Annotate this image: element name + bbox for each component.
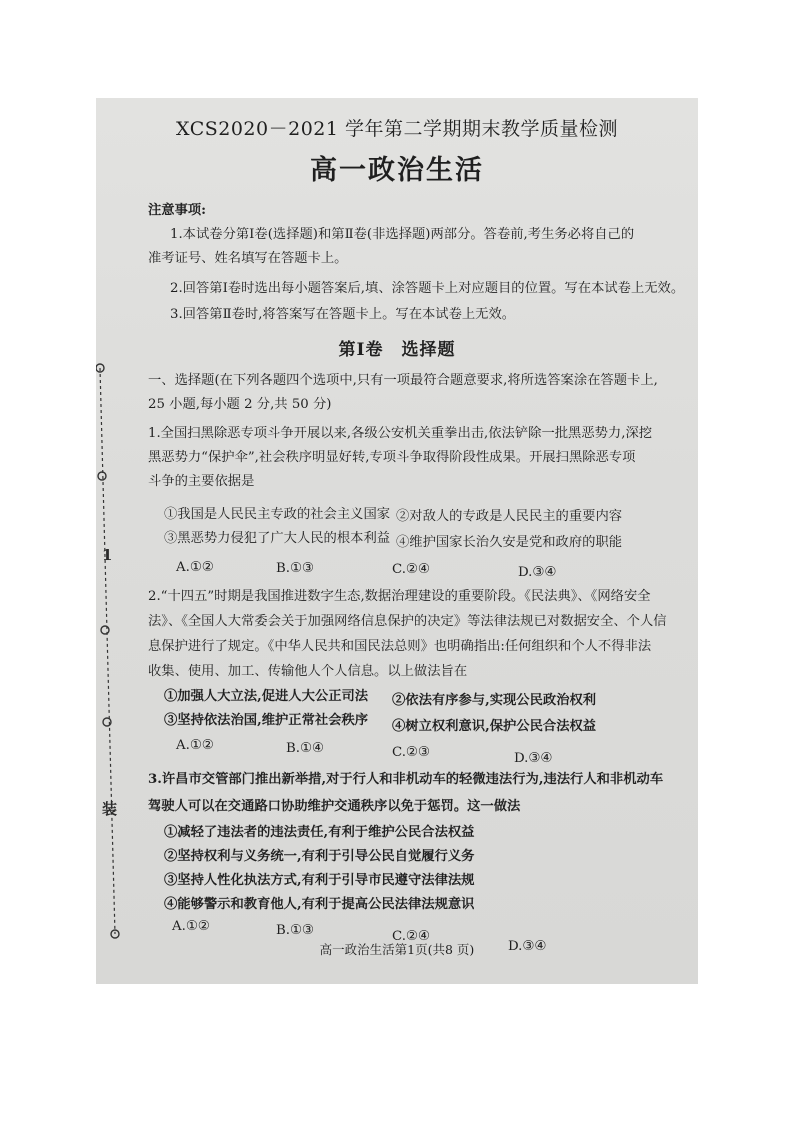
question-1-item: ②对敌人的专政是人民民主的重要内容 <box>396 509 623 524</box>
question-1-item: ④维护国家长治久安是党和政府的职能 <box>396 535 623 550</box>
question-3-item: ④能够警示和教育他人,有利于提高公民法律法规意识 <box>164 897 475 912</box>
notes-heading: 注意事项: <box>148 203 207 218</box>
question-3-item: ③坚持人性化执法方式,有利于引导市民遵守法律法规 <box>164 873 475 888</box>
note-item: 2.回答第Ⅰ卷时选出每小题答案后,填、涂答题卡上对应题目的位置。写在本试卷上无效。 <box>170 281 685 296</box>
exam-title: XCS2020－2021 学年第二学期期末教学质量检测 <box>176 118 618 140</box>
question-3-stem: 驾驶人可以在交通路口协助维护交通秩序以免于惩罚。这一做法 <box>148 799 521 814</box>
question-3-item: ②坚持权利与义务统一,有利于引导公民自觉履行义务 <box>164 849 475 864</box>
exam-paper-photo <box>96 98 698 984</box>
question-1-option-a: A.①② <box>176 560 214 575</box>
question-1-option-d: D.③④ <box>518 565 557 580</box>
question-1-item: ①我国是人民民主专政的社会主义国家 <box>164 507 391 522</box>
question-3-stem: 3.许昌市交管部门推出新举措,对于行人和非机动车的轻微违法行为,违法行人和非机动车 <box>148 772 664 787</box>
question-3-option-a: A.①② <box>172 919 210 934</box>
note-item: 3.回答第Ⅱ卷时,将答案写在答题卡上。写在本试卷上无效。 <box>170 307 516 322</box>
question-2-option-c: C.②③ <box>392 745 430 760</box>
question-1-item: ③黑恶势力侵犯了广大人民的根本利益 <box>164 531 391 546</box>
note-item: 1.本试卷分第Ⅰ卷(选择题)和第Ⅱ卷(非选择题)两部分。答卷前,考生务必将自己的 <box>170 227 635 242</box>
section-instructions: 25 小题,每小题 2 分,共 50 分) <box>148 397 332 412</box>
question-3-option-d: D.③④ <box>508 939 547 954</box>
question-2-item: ④树立权利意识,保护公民合法权益 <box>392 719 597 734</box>
question-1-stem: 黑恶势力“保护伞”,社会秩序明显好转,专项斗争取得阶段性成果。开展扫黑除恶专项 <box>148 450 636 465</box>
question-2-item: ②依法有序参与,实现公民政治权利 <box>392 693 597 708</box>
question-1-stem: 1.全国扫黑除恶专项斗争开展以来,各级公安机关重拳出击,依法铲除一批黑恶势力,深挖 <box>148 426 653 441</box>
question-2-option-a: A.①② <box>176 738 214 753</box>
question-3-item: ①减轻了违法者的违法责任,有利于维护公民合法权益 <box>164 825 475 840</box>
question-2-item: ③坚持依法治国,维护正常社会秩序 <box>164 713 369 728</box>
question-3-option-b: B.①③ <box>276 923 314 938</box>
question-2-option-d: D.③④ <box>514 751 553 766</box>
question-2-item: ①加强人大立法,促进人大公正司法 <box>164 689 369 704</box>
question-2-stem: 2.“十四五”时期是我国推进数字生态,数据治理建设的重要阶段。《民法典》、《网络安全 <box>148 589 651 604</box>
question-1-stem: 斗争的主要依据是 <box>148 474 255 489</box>
question-2-stem: 收集、使用、加工、传输他人个人信息。以上做法旨在 <box>148 664 468 679</box>
binding-mark: 1 <box>102 546 113 564</box>
question-2-option-b: B.①④ <box>286 741 324 756</box>
question-1-option-c: C.②④ <box>392 562 430 577</box>
question-2-stem: 法》、《全国人大常委会关于加强网络信息保护的决定》等法律法规已对数据安全、个人信 <box>148 614 667 629</box>
question-3-option-c: C.②④ <box>392 929 430 944</box>
subject-title: 高一政治生活 <box>310 155 484 186</box>
section-instructions: 一、选择题(在下列各题四个选项中,只有一项最符合题意要求,将所选答案涂在答题卡上, <box>148 373 658 388</box>
section-title: 第Ⅰ卷 选择题 <box>338 340 456 360</box>
question-1-option-b: B.①③ <box>276 561 314 576</box>
page-footer: 高一政治生活第1页(共8 页) <box>319 942 475 957</box>
question-2-stem: 息保护进行了规定。《中华人民共和国民法总则》也明确指出:任何组织和个人不得非法 <box>148 639 652 654</box>
note-item: 准考证号、姓名填写在答题卡上。 <box>148 251 348 266</box>
binding-mark: 装 <box>102 800 118 818</box>
